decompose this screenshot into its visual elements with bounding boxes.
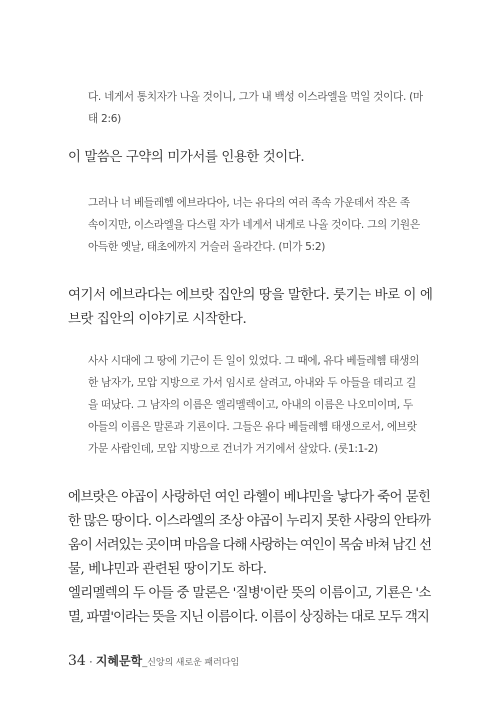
body-line: 움이 서려있는 곳이며 마음을 다해 사랑하는 여인이 목숨 바쳐 남긴 선: [68, 538, 431, 553]
footer-separator: ·: [88, 654, 93, 668]
quote-line: 가문 사람인데, 모압 지방으로 건너가 거기에서 살았다. (룻1:1-2): [88, 443, 378, 455]
quote-line: 한 남자가, 모압 지방으로 가서 임시로 살려고, 아내와 두 아들을 데리고 길: [88, 377, 416, 389]
quote-line: 을 떠났다. 그 남자의 이름은 엘리멜렉이고, 아내의 이름은 나오미이며, 두: [88, 399, 413, 411]
body-paragraph-micah-intro: [68, 146, 432, 170]
body-paragraph-ephrathah: [68, 284, 432, 332]
body-line: 여기서 에브라다는 에브랏 집안의 땅을 말한다. 룻기는 바로 이 에: [68, 288, 433, 303]
body-line: 멸, 파멸'이라는 뜻을 지닌 이름이다. 이름이 상징하는 대로 모두 객지: [68, 610, 429, 625]
body-line: 에브랏은 야곱이 사랑하던 여인 라헬이 베냐민을 낳다가 죽어 묻힌: [68, 490, 431, 505]
body-line: 엘리멜렉의 두 아들 중 말론은 '질병'이란 뜻의 이름이고, 기룐은 '소: [68, 586, 431, 601]
quote-line: 아들의 이름은 말론과 기룐이다. 그들은 유다 베들레헴 태생으로서, 에브랏: [88, 421, 417, 433]
bible-quote-micah: [88, 192, 424, 258]
quote-line: 다. 네게서 통치자가 나올 것이니, 그가 내 백성 이스라엘을 먹일 것이다. (마: [88, 91, 423, 103]
book-title: 지혜문학: [95, 654, 143, 668]
book-subtitle: _신앙의 새로운 패러다임: [142, 657, 240, 667]
page-number: 34: [68, 653, 86, 669]
bible-quote-matthew: [88, 86, 424, 130]
quote-line: 속이지만, 이스라엘을 다스릴 자가 네게서 내게로 나올 것이다. 그의 기원은: [88, 219, 420, 231]
body-line: 브랏 집안의 이야기로 시작한다.: [68, 312, 247, 327]
page-footer: [68, 652, 239, 670]
quote-line: 그러나 너 베들레헴 에브라다아, 너는 유다의 여러 족속 가운데서 작은 족: [88, 197, 410, 209]
quote-line: 태 2:6): [88, 113, 121, 125]
body-line: 물, 베냐민과 관련된 땅이기도 하다.: [68, 562, 267, 577]
quote-line: 아득한 옛날, 태초에까지 거슬러 올라간다. (미가 5:2): [88, 241, 326, 253]
body-line: 이 말씀은 구약의 미가서를 인용한 것이다.: [68, 150, 305, 165]
bible-quote-ruth: [88, 350, 424, 460]
quote-line: 사사 시대에 그 땅에 기근이 든 일이 있었다. 그 때에, 유다 베들레헴 태생의: [88, 355, 420, 367]
body-line: 한 많은 땅이다. 이스라엘의 조상 야곱이 누리지 못한 사랑의 안타까: [68, 514, 431, 529]
body-paragraph-rachel: [68, 486, 432, 630]
